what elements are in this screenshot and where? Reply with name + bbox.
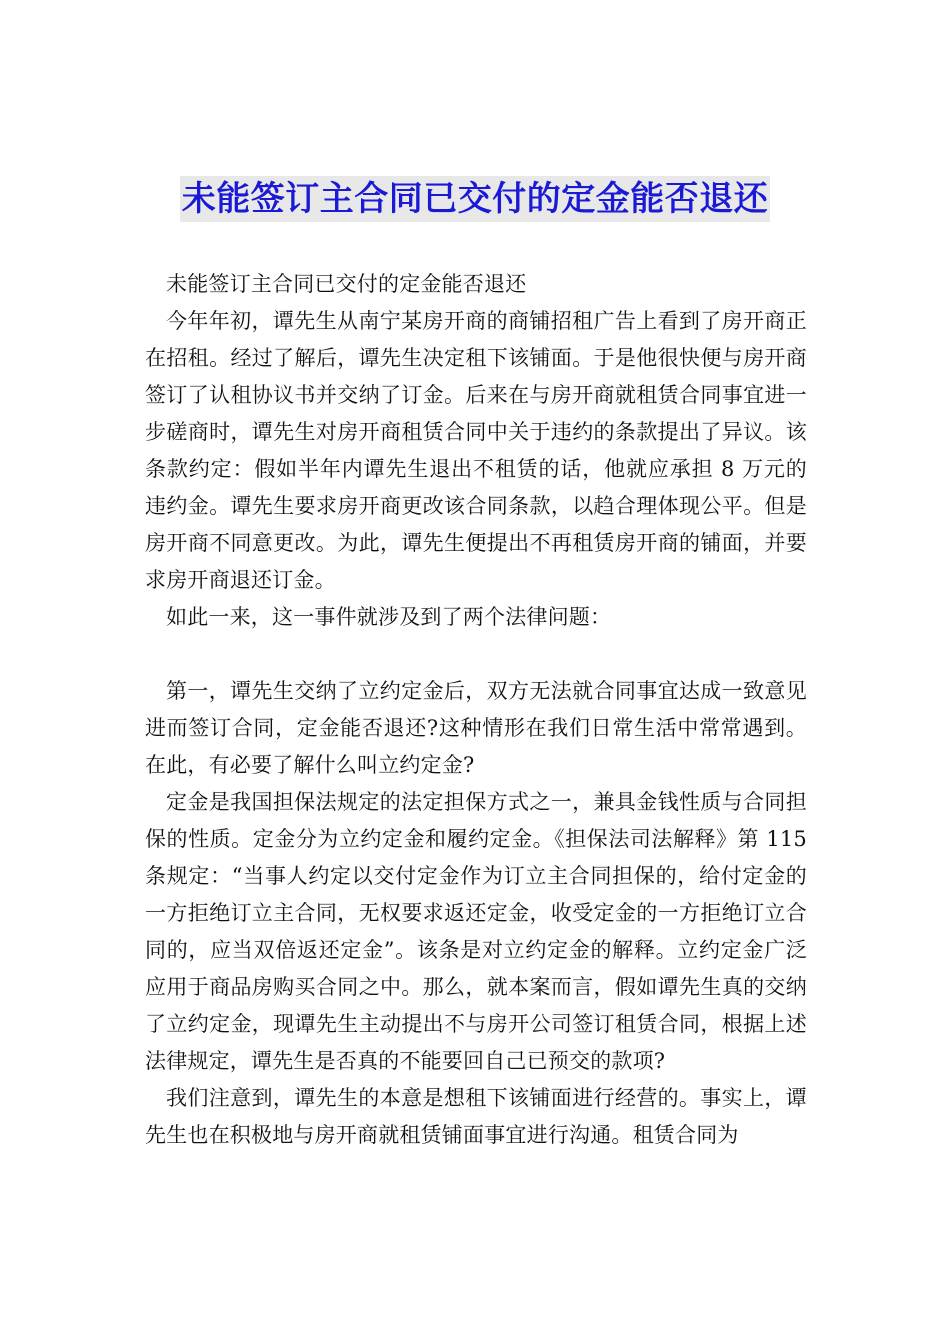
blank-line [145, 636, 807, 673]
paragraph-background: 今年年初，谭先生从南宁某房开商的商铺招租广告上看到了房开商正在招租。经过了解后，谭先生决定租下该铺面。于是他很快便与房开商签订了认租协议书并交纳了订金。后来在与房开商就租赁合同事宜进一步磋商时，谭先生对房开商租赁合同中关于违约的条款提出了异议。该条款约定：假如半年内谭先生退出不租赁的话，他就应承担 8 万元的违约金。谭先生要求房开商更改该合同条款，以趋合理体现公平。但是房开商不同意更改。为此，谭先生便提出不再租赁房开商的铺面，并要求房开商退还订金。 [145, 309, 807, 592]
paragraph-first-issue: 第一，谭先生交纳了立约定金后，双方无法就合同事宜达成一致意见进而签订合同，定金能否退还?这种情形在我们日常生活中常常遇到。在此，有必要了解什么叫立约定金? [145, 679, 807, 777]
title-container [0, 176, 950, 222]
document-body [145, 266, 807, 1154]
paragraph-analysis: 我们注意到，谭先生的本意是想租下该铺面进行经营的。事实上，谭先生也在积极地与房开商就租赁铺面事宜进行沟通。租赁合同为 [145, 1086, 807, 1147]
paragraph-subtitle: 未能签订主合同已交付的定金能否退还 [166, 272, 527, 296]
paragraph-deposit-definition: 定金是我国担保法规定的法定担保方式之一，兼具金钱性质与合同担保的性质。定金分为立约定金和履约定金。《担保法司法解释》第 115 条规定：“当事人约定以交付定金作为订立主合同担保的，给付定金的一方拒绝订立主合同，无权要求返还定金，收受定金的一方拒绝订立合同的，应当双倍返还定金”。该条是对立约定金的解释。立约定金广泛应用于商品房购买合同之中。那么，就本案而言，假如谭先生真的交纳了立约定金，现谭先生主动提出不与房开公司签订租赁合同，根据上述法律规定，谭先生是否真的不能要回自己已预交的款项? [145, 790, 807, 1073]
paragraph-issues-intro: 如此一来，这一事件就涉及到了两个法律问题： [166, 605, 612, 629]
document-title: 未能签订主合同已交付的定金能否退还 [180, 176, 771, 222]
